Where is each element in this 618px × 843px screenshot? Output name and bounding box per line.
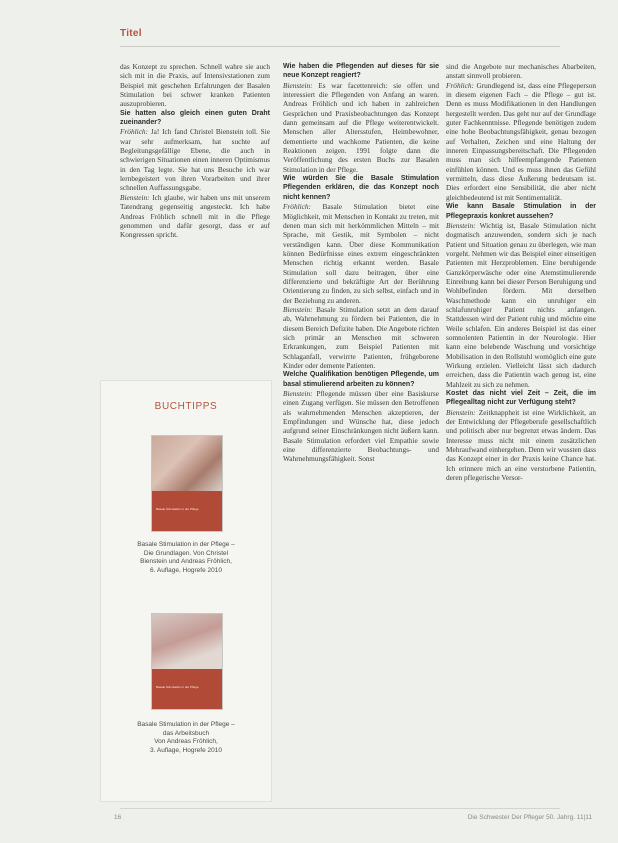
body-text: Basale Stimulation setzt an dem darauf ab, Wahrnehmung zu fördern bei Patienten, die in diesem Bereich Defizite haben. Die Angebote richten sich primär an Menschen mit schweren Erkrankungen, zum Beispiel Patienten mit Schlaganfall, verwirrte Patienten, frühgeborene Kinder oder demente Patienten. xyxy=(283,304,439,370)
page-header xyxy=(0,22,618,42)
text-column-2 xyxy=(283,62,439,464)
page-footer xyxy=(0,814,618,826)
speaker-name: Fröhlich: xyxy=(120,127,148,137)
caption-line: Bienstein und Andreas Fröhlich, xyxy=(140,558,232,566)
book-cover-1 xyxy=(151,435,223,532)
body-text: Pflegende müssen über eine Basiskurse einen Zugang verfügen. Sie müssen den Betroffenen als wahrnehmenden Menschen akzeptieren, der Empfindungen und Wünsche hat, diese jedoch aufgrund seiner Einschränkungen nicht äußern kann. Basale Stimulation erfordert viel Empathie sowie eine differenzierte Beobachtungs- und Wahrnehmungsfähigkeit. Sonst xyxy=(283,389,439,464)
interview-question: Sie hatten also gleich einen guten Draht zueinander? xyxy=(120,109,270,127)
speaker-name: Fröhlich: xyxy=(446,80,474,90)
text-column-1 xyxy=(120,62,270,240)
interview-question: Kostet das nicht viel Zeit – Zeit, die im Pflegealltag nicht zur Verfügung steht? xyxy=(446,390,596,407)
book-cover-photo xyxy=(152,436,222,491)
header-rule xyxy=(120,46,560,47)
caption-line: das Arbeitsbuch xyxy=(162,729,210,737)
book-cover-band xyxy=(152,491,222,531)
book-cover-band xyxy=(152,669,222,709)
answer-paragraph xyxy=(120,127,270,192)
answer-paragraph xyxy=(283,389,439,464)
text-column-3 xyxy=(446,62,596,482)
body-text: Zeitknappheit ist eine Wirklichkeit, an der Entwicklung der Pflegeberufe gesellschaftlich und politisch aber nur begrenzt etwas ändern. Das Interesse muss nicht mit einem zusätzlichen Mehraufwand einhergehen. Denn wir wussten dass das Konzept einer in der Praxis keine Chance hat. Ich erinnere mich an eine verstorbene Patientin, deren pflegerische Versor- xyxy=(446,407,596,483)
answer-paragraph xyxy=(283,305,439,370)
body-text: Ja! Ich fand Christel Bienstein toll. Sie war sehr aufmerksam, hat suchte auf Begleitungsgefällige Ebene, die auch in schwierigen Situationen einen inneren Optimismus in den Tag legte. Sie hat uns Besuche ich war lernbegeistert von ihren Vorarbeiten und ihrer schnellen Auffassungsgabe. xyxy=(120,127,270,193)
body-text: Basale Stimulation bietet eine Möglichkeit, mit Menschen in Kontakt zu treten, mit denen man sich mit herkömmlichen Mitteln – mit Sprache, mit Gestik, mit Symbolen – nicht verständigen kann. Über diese Kommunikation können Bedürfnisse eines extrem eingeschränkten Menschen richtig erkannt werden. Basale Stimulation soll dazu beitragen, über eine differenzierte und bekräftigte Art der Berührung Orientierung zu finden, zu sich selbst, einfach und in der Beziehung zu anderen. xyxy=(283,202,439,305)
book-cover-title: Basale Stimulation in der Pflege xyxy=(156,685,199,689)
caption-line: 6. Auflage, Hogrefe 2010 xyxy=(150,566,222,574)
interview-question: Wie haben die Pflegenden auf dieses für sie neue Konzept reagiert? xyxy=(283,63,439,80)
book-cover-title: Basale Stimulation in der Pflege xyxy=(156,507,199,511)
body-text: Ich glaube, wir haben uns mit unserem Tatendrang gegenseitig angesteckt. Ich habe Andreas Fröhlich schnell mit in die Pflege genommen und dafür gesorgt, dass er auf Kongressen spricht. xyxy=(120,192,271,240)
book-tips-title: BUCHTIPPS xyxy=(154,401,218,412)
body-text: Es war facettenreich: sie offen und interessiert die Pflegenden von Anfang an waren. Andreas Fröhlich und ich haben in zahlreichen Gesprächen und Praxisbeobachtungen das Konzept dann gemeinsam auf die Pflege weiterentwickelt. Menschen aller Altersstufen, Heimbewohner, dementierte und wachkome Patienten, die keine Reaktionen zeigen. 1991 folgte dann die Veröffentlichung des ersten Buchs zur Basalen Stimulation in der Pflege. xyxy=(283,80,440,174)
interview-question: Wie würden Sie die Basale Stimulation Pflegenden erklären, die das Konzept noch nicht kennen? xyxy=(283,175,439,201)
answer-paragraph xyxy=(446,408,596,483)
caption-line: Basale Stimulation in der Pflege – xyxy=(137,721,235,728)
body-paragraph xyxy=(120,62,270,109)
speaker-name: Bienstein: xyxy=(446,407,476,417)
speaker-name: Bienstein: xyxy=(120,192,150,202)
body-paragraph xyxy=(446,62,596,81)
caption-line: 3. Auflage, Hogrefe 2010 xyxy=(150,746,222,754)
caption-line: Die Grundlagen. Von Christel xyxy=(143,549,229,557)
speaker-name: Bienstein: xyxy=(283,80,313,90)
caption-line: Basale Stimulation in der Pflege – xyxy=(137,541,235,548)
body-text: sind die Angebote nur mechanisches Abarbeiten, anstatt sinnvoll probieren. xyxy=(446,62,596,81)
body-text: Wichtig ist, Basale Stimulation nicht dogmatisch anzuwenden, sondern sich je nach Patient und Situation genau zu überlegen, wie man vorgeht. Nehmen wir das Beispiel einer einseitigen Patienten mit Herzproblemen. Eine beruhigende Ganzkörperwäsche oder eine Atemstimulierende Einreibung kann bei dieser Person Beruhigung und Wohlbefinden fördern. Mit derselben Waschmethode kann ein unruhiger ein schlafunruhiger Patient nichts anfangen. Stattdessen wird der Patient ruhig und möchte eine Weile schlafen. Ein anderes Beispiel ist das einer somnolenten Patientin in der Neurologie. Hier kann eine belebende Waschung und vorsichtige Mobilisation in den Rollstuhl womöglich eine gute Wirkung erzielen. Vielleicht lässt sich dadurch erreichen, dass die Patientin wach genug ist, eine Mahlzeit zu sich zu nehmen. xyxy=(446,220,596,389)
answer-paragraph xyxy=(283,81,439,174)
footer-rule xyxy=(120,808,560,809)
book-tips-box xyxy=(100,380,272,802)
speaker-name: Bienstein: xyxy=(283,389,313,399)
body-text: Grundlegend ist, dass eine Pflegeperson in diesem eigenen Fach – die Pflege – gut ist. Denn es muss Modifikationen in den Handlungen hergestellt werden. Das geht nur auf der Grundlage guter Fachkenntnisse. Pflegende benötigen zudem eine hohe Beobachtungsfähigkeit, genau bezogen auf Verhalten, Zeichen und eine Haltung der inneren Einpassungsbereitschaft. Die Pflegenden muss man sich hilfeempfangende Patienten einfühlen können. Und es muss ihnen das Gefühl vermitteln, dass diese Äußerung bedeutsam ist. Dies erfordert eine Sensibilität, die aber nicht gleichbedeutend ist mit Sentimentalität. xyxy=(446,80,596,202)
caption-line: Von Andreas Fröhlich, xyxy=(154,738,218,746)
interview-question: Wie kann Basale Stimulation in der Pflegepraxis konkret aussehen? xyxy=(446,203,596,220)
book-caption-1 xyxy=(111,541,261,575)
page-number: 16 xyxy=(114,814,122,821)
book-caption-2 xyxy=(111,721,261,755)
magazine-issue: Die Schwester Der Pfleger 50. Jahrg. 11|11 xyxy=(467,814,592,821)
answer-paragraph xyxy=(446,221,596,389)
speaker-name: Bienstein: xyxy=(283,304,313,314)
body-text: das Konzept zu sprechen. Schnell wahre sie auch sich mit in die Praxis, auf Intensivstationen zum Beispiel mit geschehen Erfahrungen der Basalen Stimulation bei schwer kranken Patienten auszuprobieren. xyxy=(120,62,270,109)
answer-paragraph xyxy=(283,202,439,305)
book-cover-2 xyxy=(151,613,223,710)
answer-paragraph xyxy=(446,81,596,202)
speaker-name: Bienstein: xyxy=(446,220,476,230)
interview-question: Welche Qualifikation benötigen Pflegende, um basal stimulierend arbeiten zu können? xyxy=(283,371,439,388)
section-title: Titel xyxy=(120,28,142,39)
speaker-name: Fröhlich: xyxy=(283,202,311,212)
book-cover-photo xyxy=(152,614,222,669)
answer-paragraph xyxy=(120,193,270,240)
